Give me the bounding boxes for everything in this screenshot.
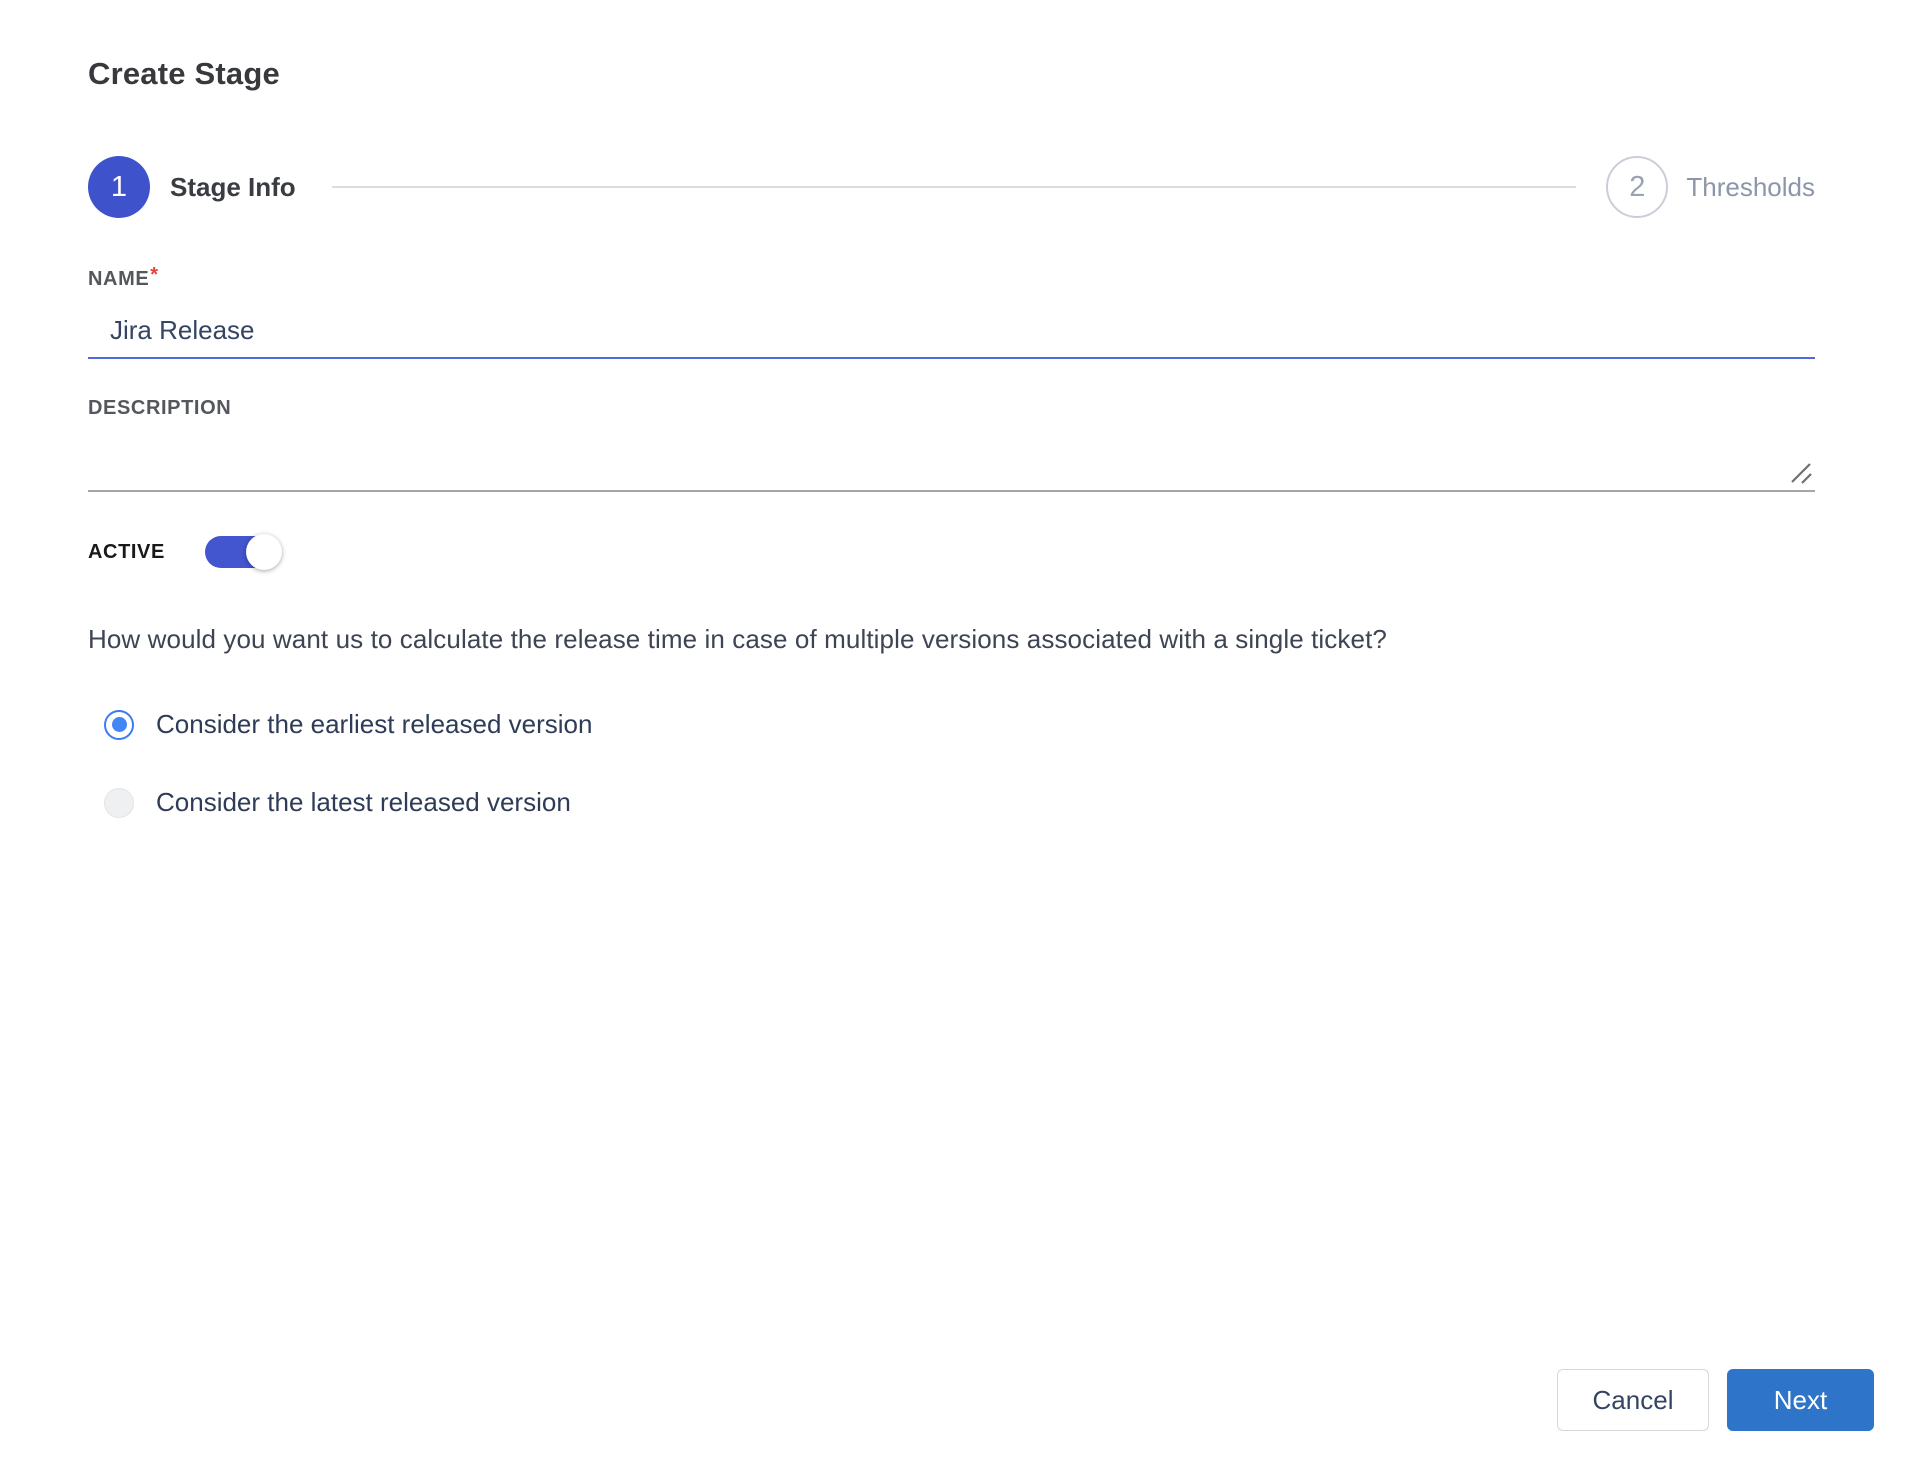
active-toggle[interactable]	[205, 536, 279, 568]
stepper-connector-line	[332, 186, 1577, 188]
required-asterisk: *	[150, 264, 159, 286]
description-label: DESCRIPTION	[88, 397, 232, 419]
radio-option-latest[interactable]	[104, 787, 1815, 818]
footer-actions	[1557, 1369, 1874, 1431]
radio-unselected-icon[interactable]	[104, 788, 134, 818]
step-2-label: Thresholds	[1686, 171, 1815, 202]
name-label: NAME*	[88, 264, 159, 290]
active-toggle-row	[88, 536, 1815, 568]
radio-dot	[112, 717, 127, 732]
step-2-number: 2	[1629, 170, 1646, 203]
radio-option-latest-label: Consider the latest released version	[156, 787, 571, 817]
description-textarea[interactable]	[88, 422, 1815, 492]
active-label: ACTIVE	[88, 540, 165, 563]
name-input[interactable]	[88, 295, 1815, 359]
description-field	[88, 397, 1815, 492]
create-stage-panel	[0, 56, 1906, 818]
release-time-question: How would you want us to calculate the release time in case of multiple versions associated with a single ticket?	[88, 624, 1387, 654]
step-2-indicator[interactable]	[1606, 156, 1668, 218]
next-button[interactable]: Next	[1727, 1369, 1874, 1431]
name-field	[88, 264, 1815, 359]
stepper	[88, 156, 1815, 218]
radio-option-earliest-label: Consider the earliest released version	[156, 709, 593, 739]
cancel-button[interactable]: Cancel	[1557, 1369, 1709, 1431]
step-1-number: 1	[110, 170, 128, 203]
radio-selected-icon[interactable]	[104, 710, 134, 740]
radio-option-earliest[interactable]	[104, 709, 1815, 740]
version-option-group	[88, 709, 1815, 818]
page-title: Create Stage	[88, 56, 280, 91]
step-1-label: Stage Info	[170, 171, 296, 202]
step-1-indicator[interactable]	[88, 156, 150, 218]
toggle-knob	[246, 534, 282, 570]
